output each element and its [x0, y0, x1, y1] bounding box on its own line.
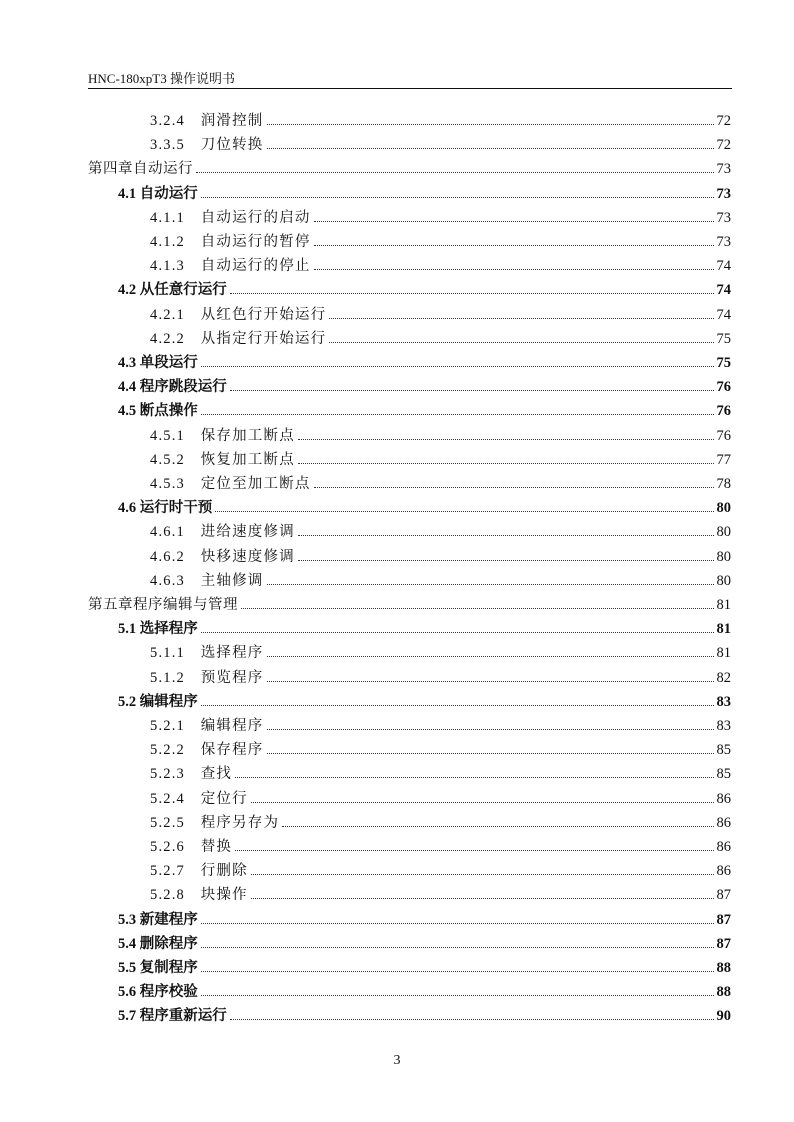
dot-leader: [267, 110, 714, 125]
toc-entry-title: 5.2.7 行删除: [150, 863, 248, 880]
toc-entry-title: 3.2.4 润滑控制: [150, 113, 264, 129]
toc-entry-title: 4.1.3 自动运行的停止: [150, 258, 311, 275]
toc-entry-title: 5.1.2 预览程序: [150, 669, 264, 686]
toc-entry-title: 4.2.1 从红色行开始运行: [150, 306, 327, 323]
toc-entry-page: 75: [716, 330, 731, 347]
toc-entry-level-2[interactable]: [118, 352, 731, 374]
dot-leader: [230, 279, 714, 294]
dot-leader: [235, 836, 713, 851]
toc-entry-level-3[interactable]: [150, 570, 731, 592]
toc-entry-page: 73: [716, 234, 731, 250]
toc-entry-title: 5.6 程序校验: [118, 984, 198, 1001]
toc-entry-page: 87: [716, 935, 731, 952]
page-header: [88, 64, 732, 89]
toc-entry-page: 76: [716, 403, 731, 420]
toc-entry-level-2[interactable]: [118, 400, 731, 422]
toc-entry-title: 4.6 运行时干预: [118, 500, 213, 517]
dot-leader: [230, 376, 714, 391]
toc-entry-page: 87: [716, 911, 731, 928]
toc-entry-level-3[interactable]: [150, 836, 731, 858]
dot-leader: [230, 1005, 714, 1020]
toc-entry-title: 5.2.1 编辑程序: [150, 718, 264, 734]
toc-entry-title: 4.6.3 主轴修调: [150, 572, 264, 589]
dot-leader: [201, 933, 714, 948]
toc-entry-level-3[interactable]: [150, 642, 731, 664]
toc-entry-title: 5.2.5 程序另存为: [150, 814, 280, 831]
toc-entry-title: 第五章程序编辑与管理: [88, 597, 238, 613]
toc-entry-page: 80: [716, 548, 731, 565]
toc-entry-level-2[interactable]: [118, 957, 731, 979]
dot-leader: [298, 425, 714, 440]
dot-leader: [314, 255, 714, 270]
toc-entry-page: 87: [716, 887, 731, 904]
dot-leader: [201, 183, 714, 198]
dot-leader: [201, 618, 714, 633]
toc-entry-title: 5.5 复制程序: [118, 960, 198, 976]
toc-entry-page: 74: [716, 258, 731, 275]
toc-entry-level-3[interactable]: [150, 521, 731, 543]
toc-entry-level-3[interactable]: [150, 763, 731, 785]
toc-entry-page: 76: [716, 427, 731, 444]
toc-entry-level-2[interactable]: [118, 1005, 731, 1027]
dot-leader: [196, 158, 714, 173]
dot-leader: [267, 570, 714, 585]
dot-leader: [329, 328, 713, 343]
dot-leader: [201, 352, 714, 367]
dot-leader: [298, 521, 714, 536]
dot-leader: [267, 642, 714, 657]
toc-entry-page: 80: [716, 572, 731, 589]
toc-entry-title: 4.3 单段运行: [118, 355, 198, 371]
toc-entry-page: 80: [716, 524, 731, 541]
toc-entry-page: 73: [716, 161, 731, 178]
toc-entry-level-3[interactable]: [150, 231, 731, 253]
toc-entry-title: 4.6.1 进给速度修调: [150, 524, 295, 541]
toc-entry-level-3[interactable]: [150, 739, 731, 761]
toc-entry-page: 85: [716, 742, 731, 759]
toc-entry-level-3[interactable]: [150, 110, 731, 132]
toc-entry-level-3[interactable]: [150, 207, 731, 229]
toc-entry-page: 86: [716, 814, 731, 831]
dot-leader: [282, 812, 713, 827]
toc-entry-level-3[interactable]: [150, 134, 731, 156]
toc-entry-level-3[interactable]: [150, 255, 731, 277]
dot-leader: [251, 884, 714, 899]
toc-entry-title: 4.5.3 定位至加工断点: [150, 476, 311, 492]
toc-entry-page: 73: [716, 185, 731, 202]
toc-entry-title: 5.2.6 替换: [150, 839, 233, 855]
dot-leader: [201, 909, 714, 924]
toc-entry-level-2[interactable]: [118, 691, 731, 713]
toc-entry-title: 5.2.8 块操作: [150, 887, 248, 904]
toc-entry-page: 73: [716, 209, 731, 226]
dot-leader: [267, 739, 714, 754]
toc-entry-title: 第四章自动运行: [88, 161, 193, 178]
toc-entry-title: 5.2.2 保存程序: [150, 742, 264, 759]
toc-entry-level-2[interactable]: [118, 909, 731, 931]
toc-entry-title: 5.4 删除程序: [118, 935, 198, 952]
toc-entry-title: 5.2.3 查找: [150, 766, 233, 783]
toc-entry-page: 80: [716, 500, 731, 517]
toc-entry-title: 4.1.2 自动运行的暂停: [150, 234, 311, 250]
toc-entry-level-3[interactable]: [150, 715, 731, 737]
toc-entry-page: 75: [716, 355, 731, 371]
toc-entry-page: 74: [716, 282, 731, 299]
toc-entry-page: 72: [716, 113, 731, 129]
toc-entry-page: 88: [716, 984, 731, 1001]
toc-entry-level-3[interactable]: [150, 546, 731, 568]
toc-entry-level-3[interactable]: [150, 304, 731, 326]
toc-entry-title: 4.5.2 恢复加工断点: [150, 451, 295, 468]
dot-leader: [329, 304, 713, 319]
dot-leader: [298, 546, 714, 561]
toc-entry-title: 4.2 从任意行运行: [118, 282, 227, 299]
dot-leader: [201, 691, 714, 706]
toc-entry-level-3[interactable]: [150, 328, 731, 350]
toc-entry-level-3[interactable]: [150, 788, 731, 810]
toc-entry-title: 5.2 编辑程序: [118, 693, 198, 710]
document-title: HNC-180xpT3 操作说明书: [88, 71, 235, 86]
toc-entry-title: 4.5.1 保存加工断点: [150, 427, 295, 444]
toc-entry-level-3[interactable]: [150, 860, 731, 882]
toc-entry-level-2[interactable]: [118, 981, 731, 1003]
toc-entry-level-2[interactable]: [118, 618, 731, 640]
toc-entry-page: 81: [716, 597, 731, 613]
toc-entry-page: 83: [716, 718, 731, 734]
dot-leader: [251, 860, 714, 875]
toc-entry-title: 4.4 程序跳段运行: [118, 379, 227, 396]
dot-leader: [241, 594, 714, 609]
toc-entry-level-3[interactable]: [150, 449, 731, 471]
toc-entry-page: 72: [716, 137, 731, 154]
toc-entry-level-3[interactable]: [150, 884, 731, 906]
toc-entry-page: 81: [716, 621, 731, 638]
dot-leader: [267, 134, 714, 149]
dot-leader: [314, 231, 714, 246]
toc-entry-title: 5.7 程序重新运行: [118, 1008, 227, 1025]
toc-entry-page: 85: [716, 766, 731, 783]
dot-leader: [201, 400, 714, 415]
toc-entry-page: 86: [716, 863, 731, 880]
toc-entry-title: 5.3 新建程序: [118, 911, 198, 928]
dot-leader: [215, 497, 713, 512]
toc-entry-page: 82: [716, 669, 731, 686]
dot-leader: [314, 207, 714, 222]
toc-entry-page: 76: [716, 379, 731, 396]
toc-entry-title: 4.1.1 自动运行的启动: [150, 209, 311, 226]
toc-entry-level-2[interactable]: [118, 279, 731, 301]
toc-entry-title: 4.5 断点操作: [118, 403, 198, 420]
toc-entry-page: 90: [716, 1008, 731, 1025]
toc-entry-level-2[interactable]: [118, 933, 731, 955]
toc-entry-level-2[interactable]: [118, 497, 731, 519]
dot-leader: [201, 981, 714, 996]
dot-leader: [267, 667, 714, 682]
dot-leader: [267, 715, 714, 730]
dot-leader: [298, 449, 714, 464]
page-number: 3: [393, 1053, 401, 1068]
toc-entry-level-3[interactable]: [150, 425, 731, 447]
toc-entry-page: 78: [716, 476, 731, 492]
toc-entry-title: 5.2.4 定位行: [150, 790, 248, 807]
dot-leader: [251, 788, 714, 803]
toc-entry-level-1[interactable]: [88, 594, 731, 616]
toc-entry-level-3[interactable]: [150, 473, 731, 495]
toc-entry-level-3[interactable]: [150, 667, 731, 689]
toc-entry-level-1[interactable]: [88, 158, 731, 180]
toc-entry-title: 3.3.5 刀位转换: [150, 137, 264, 154]
toc-entry-page: 88: [716, 960, 731, 976]
toc-entry-page: 81: [716, 645, 731, 662]
dot-leader: [201, 957, 714, 972]
toc-entry-page: 74: [716, 306, 731, 323]
toc-entry-title: 4.2.2 从指定行开始运行: [150, 330, 327, 347]
toc-entry-title: 4.1 自动运行: [118, 185, 198, 202]
dot-leader: [314, 473, 714, 488]
toc-entry-page: 77: [716, 451, 731, 468]
dot-leader: [235, 763, 713, 778]
toc-entry-title: 4.6.2 快移速度修调: [150, 548, 295, 565]
toc-entry-level-2[interactable]: [118, 376, 731, 398]
toc-entry-title: 5.1.1 选择程序: [150, 645, 264, 662]
toc-entry-page: 86: [716, 839, 731, 855]
toc-entry-page: 83: [716, 693, 731, 710]
toc-entry-title: 5.1 选择程序: [118, 621, 198, 638]
toc-entry-page: 86: [716, 790, 731, 807]
toc-entry-level-3[interactable]: [150, 812, 731, 834]
toc-entry-level-2[interactable]: [118, 183, 731, 205]
